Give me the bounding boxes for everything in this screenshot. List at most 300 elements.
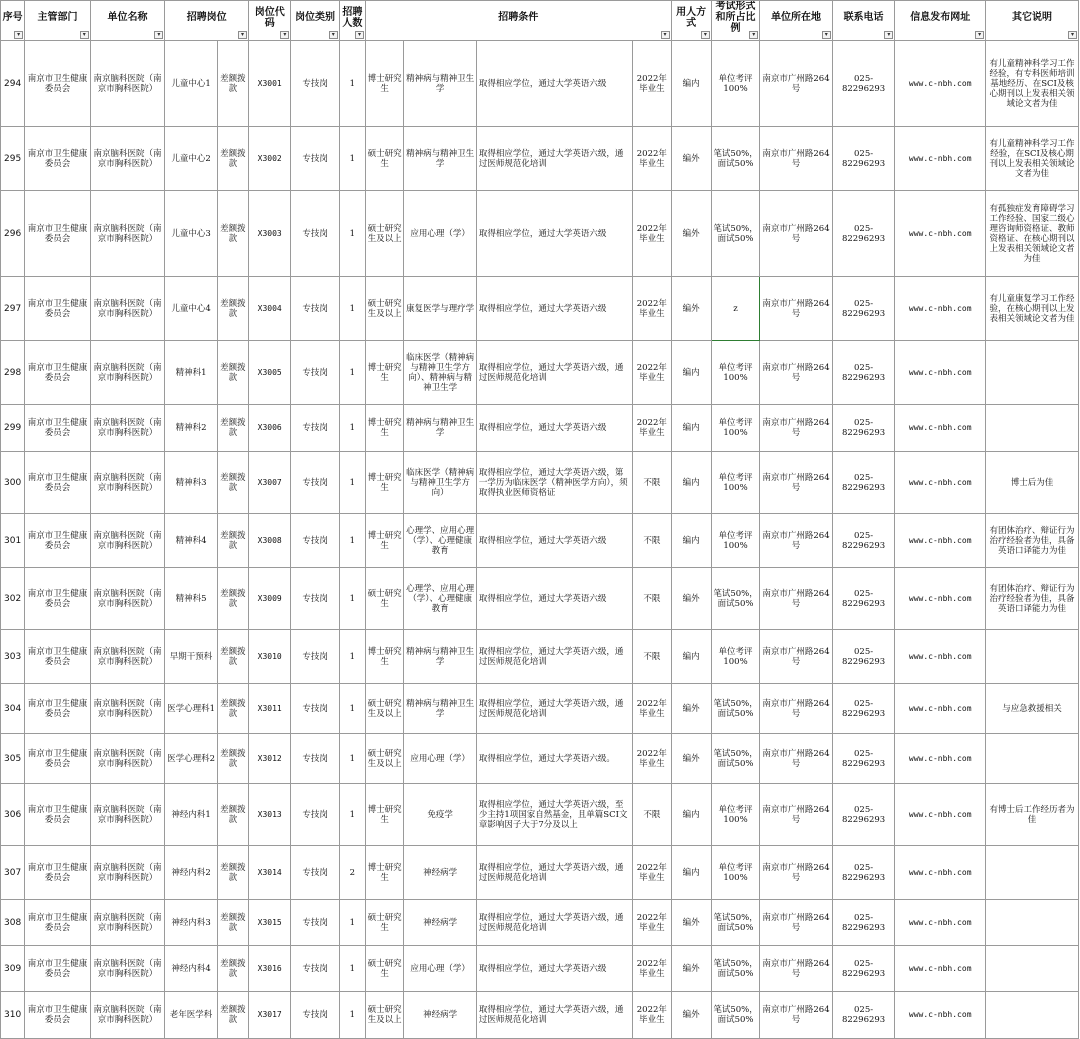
- cell-note[interactable]: [986, 405, 1079, 452]
- cell-phone[interactable]: 025-82296293: [832, 514, 895, 568]
- cell-post[interactable]: 医学心理科1: [165, 684, 217, 734]
- cell-major[interactable]: 精神病与精神卫生学: [404, 630, 477, 684]
- cell-req[interactable]: 取得相应学位，通过大学英语六级，通过医师规范化培训: [476, 684, 632, 734]
- cell-emp[interactable]: 编外: [671, 992, 711, 1039]
- cell-post[interactable]: 精神科2: [165, 405, 217, 452]
- cell-major[interactable]: 临床医学（精神病与精神卫生学方向）、精神病与精神卫生学: [404, 341, 477, 405]
- cell-grad[interactable]: 2022年毕业生: [633, 127, 671, 191]
- cell-emp[interactable]: 编内: [671, 784, 711, 846]
- cell-post[interactable]: 精神科1: [165, 341, 217, 405]
- cell-loc[interactable]: 南京市广州路264号: [760, 452, 833, 514]
- cell-grad[interactable]: 2022年毕业生: [633, 734, 671, 784]
- cell-type[interactable]: 专技岗: [291, 341, 339, 405]
- cell-exam[interactable]: 单位考评100%: [711, 514, 759, 568]
- cell-unit[interactable]: 南京脑科医院（南京市胸科医院）: [90, 405, 165, 452]
- cell-loc[interactable]: 南京市广州路264号: [760, 41, 833, 127]
- cell-unit[interactable]: 南京脑科医院（南京市胸科医院）: [90, 946, 165, 992]
- header-location[interactable]: 单位所在地 ▾: [760, 1, 833, 41]
- cell-code[interactable]: X3008: [249, 514, 291, 568]
- cell-post[interactable]: 精神科3: [165, 452, 217, 514]
- cell-loc[interactable]: 南京市广州路264号: [760, 191, 833, 277]
- cell-web[interactable]: www.c-nbh.com: [895, 784, 986, 846]
- cell-post[interactable]: 老年医学科: [165, 992, 217, 1039]
- cell-fund[interactable]: 差额拨款: [217, 684, 248, 734]
- cell-major[interactable]: 精神病与精神卫生学: [404, 684, 477, 734]
- cell-fund[interactable]: 差额拨款: [217, 992, 248, 1039]
- cell-code[interactable]: X3016: [249, 946, 291, 992]
- cell-req[interactable]: 取得相应学位，通过大学英语六级: [476, 191, 632, 277]
- header-phone[interactable]: 联系电话 ▾: [832, 1, 895, 41]
- cell-note[interactable]: [986, 992, 1079, 1039]
- cell-note[interactable]: 有团体治疗、辩证行为治疗经验者为佳，具备英语口译能力为佳: [986, 568, 1079, 630]
- cell-dept[interactable]: 南京市卫生健康委员会: [25, 568, 91, 630]
- cell-note[interactable]: [986, 734, 1079, 784]
- cell-edu[interactable]: 硕士研究生: [365, 900, 403, 946]
- cell-edu[interactable]: 博士研究生: [365, 41, 403, 127]
- cell-type[interactable]: 专技岗: [291, 191, 339, 277]
- cell-dept[interactable]: 南京市卫生健康委员会: [25, 734, 91, 784]
- cell-phone[interactable]: 025-82296293: [832, 191, 895, 277]
- cell-major[interactable]: 应用心理（学）: [404, 734, 477, 784]
- filter-dropdown-icon[interactable]: ▾: [975, 31, 984, 39]
- cell-dept[interactable]: 南京市卫生健康委员会: [25, 191, 91, 277]
- cell-fund[interactable]: 差额拨款: [217, 946, 248, 992]
- cell-dept[interactable]: 南京市卫生健康委员会: [25, 846, 91, 900]
- cell-seq[interactable]: 300: [1, 452, 25, 514]
- cell-num[interactable]: 1: [339, 946, 365, 992]
- cell-unit[interactable]: 南京脑科医院（南京市胸科医院）: [90, 846, 165, 900]
- cell-req[interactable]: 取得相应学位，通过大学英语六级，通过医师规范化培训: [476, 846, 632, 900]
- cell-unit[interactable]: 南京脑科医院（南京市胸科医院）: [90, 41, 165, 127]
- cell-note[interactable]: 有博士后工作经历者为佳: [986, 784, 1079, 846]
- cell-seq[interactable]: 298: [1, 341, 25, 405]
- cell-exam[interactable]: 笔试50%，面试50%: [711, 684, 759, 734]
- cell-loc[interactable]: 南京市广州路264号: [760, 341, 833, 405]
- cell-exam[interactable]: 笔试50%，面试50%: [711, 900, 759, 946]
- cell-num[interactable]: 1: [339, 514, 365, 568]
- header-code[interactable]: 岗位代码 ▾: [249, 1, 291, 41]
- cell-web[interactable]: www.c-nbh.com: [895, 41, 986, 127]
- cell-grad[interactable]: 2022年毕业生: [633, 405, 671, 452]
- header-notes[interactable]: 其它说明 ▾: [986, 1, 1079, 41]
- cell-dept[interactable]: 南京市卫生健康委员会: [25, 452, 91, 514]
- cell-type[interactable]: 专技岗: [291, 946, 339, 992]
- cell-dept[interactable]: 南京市卫生健康委员会: [25, 405, 91, 452]
- cell-code[interactable]: X3001: [249, 41, 291, 127]
- cell-edu[interactable]: 博士研究生: [365, 630, 403, 684]
- cell-num[interactable]: 1: [339, 900, 365, 946]
- cell-num[interactable]: 1: [339, 191, 365, 277]
- cell-web[interactable]: www.c-nbh.com: [895, 900, 986, 946]
- cell-num[interactable]: 1: [339, 127, 365, 191]
- cell-fund[interactable]: 差额拨款: [217, 452, 248, 514]
- cell-post[interactable]: 神经内科4: [165, 946, 217, 992]
- filter-dropdown-icon[interactable]: ▾: [661, 31, 670, 39]
- cell-code[interactable]: X3007: [249, 452, 291, 514]
- cell-post[interactable]: 医学心理科2: [165, 734, 217, 784]
- cell-dept[interactable]: 南京市卫生健康委员会: [25, 341, 91, 405]
- cell-emp[interactable]: 编外: [671, 127, 711, 191]
- cell-web[interactable]: www.c-nbh.com: [895, 277, 986, 341]
- cell-seq[interactable]: 295: [1, 127, 25, 191]
- cell-dept[interactable]: 南京市卫生健康委员会: [25, 41, 91, 127]
- cell-edu[interactable]: 博士研究生: [365, 341, 403, 405]
- cell-dept[interactable]: 南京市卫生健康委员会: [25, 127, 91, 191]
- filter-dropdown-icon[interactable]: ▾: [822, 31, 831, 39]
- cell-note[interactable]: 有儿童精神科学习工作经验，有专科医师培训基地经历、在SCI及核心期刊以上发表相关领域论文者为佳: [986, 41, 1079, 127]
- cell-edu[interactable]: 博士研究生: [365, 514, 403, 568]
- cell-type[interactable]: 专技岗: [291, 684, 339, 734]
- cell-web[interactable]: www.c-nbh.com: [895, 846, 986, 900]
- cell-emp[interactable]: 编内: [671, 514, 711, 568]
- cell-num[interactable]: 1: [339, 630, 365, 684]
- cell-req[interactable]: 取得相应学位，通过大学英语六级: [476, 277, 632, 341]
- cell-req[interactable]: 取得相应学位，通过大学英语六级，通过医师规范化培训: [476, 900, 632, 946]
- cell-req[interactable]: 取得相应学位，通过大学英语六级: [476, 946, 632, 992]
- cell-num[interactable]: 1: [339, 992, 365, 1039]
- cell-major[interactable]: 精神病与精神卫生学: [404, 41, 477, 127]
- cell-num[interactable]: 1: [339, 341, 365, 405]
- cell-code[interactable]: X3009: [249, 568, 291, 630]
- cell-phone[interactable]: 025-82296293: [832, 992, 895, 1039]
- cell-major[interactable]: 应用心理（学）: [404, 946, 477, 992]
- cell-emp[interactable]: 编内: [671, 630, 711, 684]
- cell-num[interactable]: 1: [339, 277, 365, 341]
- cell-type[interactable]: 专技岗: [291, 630, 339, 684]
- header-employment[interactable]: 用人方式 ▾: [671, 1, 711, 41]
- cell-emp[interactable]: 编外: [671, 277, 711, 341]
- cell-exam[interactable]: 单位考评100%: [711, 405, 759, 452]
- cell-fund[interactable]: 差额拨款: [217, 514, 248, 568]
- header-website[interactable]: 信息发布网址 ▾: [895, 1, 986, 41]
- cell-type[interactable]: 专技岗: [291, 568, 339, 630]
- header-unit[interactable]: 单位名称 ▾: [90, 1, 165, 41]
- cell-note[interactable]: 博士后为佳: [986, 452, 1079, 514]
- cell-req[interactable]: 取得相应学位，通过大学英语六级，第一学历为临床医学（精神医学方向），须取得执业医师资格证: [476, 452, 632, 514]
- cell-phone[interactable]: 025-82296293: [832, 946, 895, 992]
- filter-dropdown-icon[interactable]: ▾: [329, 31, 338, 39]
- cell-web[interactable]: www.c-nbh.com: [895, 341, 986, 405]
- cell-post[interactable]: 神经内科1: [165, 784, 217, 846]
- cell-post[interactable]: 早期干预科: [165, 630, 217, 684]
- cell-major[interactable]: 临床医学（精神病与精神卫生学方向）: [404, 452, 477, 514]
- cell-note[interactable]: 有儿童康复学习工作经验，在核心期刊以上发表相关领域论文者为佳: [986, 277, 1079, 341]
- cell-edu[interactable]: 硕士研究生及以上: [365, 734, 403, 784]
- cell-emp[interactable]: 编外: [671, 900, 711, 946]
- cell-exam[interactable]: 单位考评100%: [711, 630, 759, 684]
- cell-type[interactable]: 专技岗: [291, 992, 339, 1039]
- filter-dropdown-icon[interactable]: ▾: [80, 31, 89, 39]
- cell-note[interactable]: [986, 900, 1079, 946]
- header-post[interactable]: 招聘岗位 ▾: [165, 1, 249, 41]
- cell-unit[interactable]: 南京脑科医院（南京市胸科医院）: [90, 514, 165, 568]
- cell-grad[interactable]: 2022年毕业生: [633, 41, 671, 127]
- cell-web[interactable]: www.c-nbh.com: [895, 992, 986, 1039]
- cell-dept[interactable]: 南京市卫生健康委员会: [25, 992, 91, 1039]
- cell-emp[interactable]: 编内: [671, 846, 711, 900]
- cell-num[interactable]: 1: [339, 734, 365, 784]
- cell-edu[interactable]: 硕士研究生及以上: [365, 191, 403, 277]
- cell-emp[interactable]: 编外: [671, 191, 711, 277]
- cell-req[interactable]: 取得相应学位，通过大学英语六级。: [476, 734, 632, 784]
- cell-web[interactable]: www.c-nbh.com: [895, 191, 986, 277]
- cell-code[interactable]: X3010: [249, 630, 291, 684]
- cell-grad[interactable]: 2022年毕业生: [633, 684, 671, 734]
- cell-dept[interactable]: 南京市卫生健康委员会: [25, 277, 91, 341]
- cell-exam[interactable]: 笔试50%，面试50%: [711, 191, 759, 277]
- cell-note[interactable]: 有团体治疗、辩证行为治疗经验者为佳，具备英语口译能力为佳: [986, 514, 1079, 568]
- cell-exam[interactable]: 单位考评100%: [711, 341, 759, 405]
- cell-note[interactable]: 有孤独症发育障碍学习工作经验、国家二级心理咨询师资格证、教师资格证、在核心期刊以上发表相关领域论文者为佳: [986, 191, 1079, 277]
- cell-unit[interactable]: 南京脑科医院（南京市胸科医院）: [90, 452, 165, 514]
- cell-edu[interactable]: 博士研究生: [365, 452, 403, 514]
- cell-unit[interactable]: 南京脑科医院（南京市胸科医院）: [90, 734, 165, 784]
- cell-edu[interactable]: 硕士研究生及以上: [365, 992, 403, 1039]
- cell-note[interactable]: 与应急救援相关: [986, 684, 1079, 734]
- cell-grad[interactable]: 2022年毕业生: [633, 946, 671, 992]
- cell-req[interactable]: 取得相应学位，通过大学英语六级，通过医师规范化培训: [476, 992, 632, 1039]
- cell-dept[interactable]: 南京市卫生健康委员会: [25, 946, 91, 992]
- header-conditions[interactable]: 招聘条件 ▾: [365, 1, 671, 41]
- cell-edu[interactable]: 博士研究生: [365, 405, 403, 452]
- cell-post[interactable]: 精神科4: [165, 514, 217, 568]
- cell-code[interactable]: X3004: [249, 277, 291, 341]
- cell-grad[interactable]: 不限: [633, 784, 671, 846]
- cell-edu[interactable]: 博士研究生: [365, 784, 403, 846]
- cell-phone[interactable]: 025-82296293: [832, 452, 895, 514]
- cell-loc[interactable]: 南京市广州路264号: [760, 684, 833, 734]
- cell-code[interactable]: X3003: [249, 191, 291, 277]
- cell-fund[interactable]: 差额拨款: [217, 191, 248, 277]
- header-num[interactable]: 招聘人数 ▾: [339, 1, 365, 41]
- cell-phone[interactable]: 025-82296293: [832, 900, 895, 946]
- cell-code[interactable]: X3015: [249, 900, 291, 946]
- cell-exam[interactable]: 单位考评100%: [711, 41, 759, 127]
- cell-seq[interactable]: 299: [1, 405, 25, 452]
- cell-emp[interactable]: 编外: [671, 684, 711, 734]
- cell-fund[interactable]: 差额拨款: [217, 341, 248, 405]
- cell-exam[interactable]: 单位考评100%: [711, 784, 759, 846]
- cell-seq[interactable]: 294: [1, 41, 25, 127]
- cell-major[interactable]: 免疫学: [404, 784, 477, 846]
- cell-web[interactable]: www.c-nbh.com: [895, 405, 986, 452]
- cell-major[interactable]: 心理学、应用心理（学）、心理健康教育: [404, 568, 477, 630]
- cell-unit[interactable]: 南京脑科医院（南京市胸科医院）: [90, 341, 165, 405]
- filter-dropdown-icon[interactable]: ▾: [14, 31, 23, 39]
- cell-emp[interactable]: 编内: [671, 341, 711, 405]
- cell-web[interactable]: www.c-nbh.com: [895, 452, 986, 514]
- cell-type[interactable]: 专技岗: [291, 405, 339, 452]
- cell-type[interactable]: 专技岗: [291, 41, 339, 127]
- cell-web[interactable]: www.c-nbh.com: [895, 946, 986, 992]
- header-exam[interactable]: 考试形式和所占比例 ▾: [711, 1, 759, 41]
- cell-code[interactable]: X3017: [249, 992, 291, 1039]
- cell-loc[interactable]: 南京市广州路264号: [760, 846, 833, 900]
- cell-seq[interactable]: 305: [1, 734, 25, 784]
- cell-unit[interactable]: 南京脑科医院（南京市胸科医院）: [90, 191, 165, 277]
- cell-exam[interactable]: 笔试50%，面试50%: [711, 568, 759, 630]
- cell-unit[interactable]: 南京脑科医院（南京市胸科医院）: [90, 630, 165, 684]
- cell-seq[interactable]: 296: [1, 191, 25, 277]
- filter-dropdown-icon[interactable]: ▾: [1068, 31, 1077, 39]
- cell-code[interactable]: X3012: [249, 734, 291, 784]
- cell-req[interactable]: 取得相应学位，通过大学英语六级: [476, 41, 632, 127]
- cell-type[interactable]: 专技岗: [291, 127, 339, 191]
- filter-dropdown-icon[interactable]: ▾: [280, 31, 289, 39]
- cell-note[interactable]: [986, 341, 1079, 405]
- cell-num[interactable]: 1: [339, 568, 365, 630]
- cell-fund[interactable]: 差额拨款: [217, 846, 248, 900]
- cell-emp[interactable]: 编内: [671, 452, 711, 514]
- cell-unit[interactable]: 南京脑科医院（南京市胸科医院）: [90, 900, 165, 946]
- cell-type[interactable]: 专技岗: [291, 784, 339, 846]
- cell-dept[interactable]: 南京市卫生健康委员会: [25, 684, 91, 734]
- cell-exam[interactable]: 笔试50%，面试50%: [711, 127, 759, 191]
- cell-code[interactable]: X3013: [249, 784, 291, 846]
- cell-phone[interactable]: 025-82296293: [832, 734, 895, 784]
- cell-phone[interactable]: 025-82296293: [832, 277, 895, 341]
- cell-edu[interactable]: 硕士研究生及以上: [365, 277, 403, 341]
- cell-unit[interactable]: 南京脑科医院（南京市胸科医院）: [90, 277, 165, 341]
- cell-phone[interactable]: 025-82296293: [832, 630, 895, 684]
- cell-phone[interactable]: 025-82296293: [832, 568, 895, 630]
- cell-seq[interactable]: 307: [1, 846, 25, 900]
- cell-edu[interactable]: 硕士研究生及以上: [365, 684, 403, 734]
- cell-major[interactable]: 精神病与精神卫生学: [404, 127, 477, 191]
- cell-loc[interactable]: 南京市广州路264号: [760, 405, 833, 452]
- cell-grad[interactable]: 不限: [633, 514, 671, 568]
- cell-emp[interactable]: 编外: [671, 734, 711, 784]
- filter-dropdown-icon[interactable]: ▾: [701, 31, 710, 39]
- cell-exam[interactable]: 笔试50%，面试50%: [711, 734, 759, 784]
- cell-dept[interactable]: 南京市卫生健康委员会: [25, 784, 91, 846]
- cell-major[interactable]: 康复医学与理疗学: [404, 277, 477, 341]
- cell-code[interactable]: X3011: [249, 684, 291, 734]
- cell-exam[interactable]: z: [711, 277, 759, 341]
- cell-type[interactable]: 专技岗: [291, 900, 339, 946]
- cell-req[interactable]: 取得相应学位，通过大学英语六级，通过医师规范化培训: [476, 630, 632, 684]
- cell-post[interactable]: 精神科5: [165, 568, 217, 630]
- cell-grad[interactable]: 2022年毕业生: [633, 900, 671, 946]
- cell-req[interactable]: 取得相应学位，通过大学英语六级，通过医师规范化培训: [476, 127, 632, 191]
- cell-req[interactable]: 取得相应学位，通过大学英语六级: [476, 568, 632, 630]
- cell-phone[interactable]: 025-82296293: [832, 41, 895, 127]
- cell-code[interactable]: X3006: [249, 405, 291, 452]
- filter-dropdown-icon[interactable]: ▾: [355, 31, 364, 39]
- cell-grad[interactable]: 2022年毕业生: [633, 277, 671, 341]
- cell-note[interactable]: [986, 946, 1079, 992]
- cell-num[interactable]: 2: [339, 846, 365, 900]
- cell-web[interactable]: www.c-nbh.com: [895, 127, 986, 191]
- filter-dropdown-icon[interactable]: ▾: [154, 31, 163, 39]
- cell-fund[interactable]: 差额拨款: [217, 127, 248, 191]
- cell-seq[interactable]: 306: [1, 784, 25, 846]
- cell-unit[interactable]: 南京脑科医院（南京市胸科医院）: [90, 127, 165, 191]
- cell-note[interactable]: [986, 630, 1079, 684]
- cell-post[interactable]: 儿童中心4: [165, 277, 217, 341]
- filter-dropdown-icon[interactable]: ▾: [749, 31, 758, 39]
- cell-loc[interactable]: 南京市广州路264号: [760, 127, 833, 191]
- cell-loc[interactable]: 南京市广州路264号: [760, 900, 833, 946]
- cell-seq[interactable]: 302: [1, 568, 25, 630]
- cell-fund[interactable]: 差额拨款: [217, 630, 248, 684]
- cell-num[interactable]: 1: [339, 784, 365, 846]
- cell-note[interactable]: [986, 846, 1079, 900]
- cell-type[interactable]: 专技岗: [291, 452, 339, 514]
- cell-major[interactable]: 应用心理（学）: [404, 191, 477, 277]
- cell-grad[interactable]: 2022年毕业生: [633, 191, 671, 277]
- cell-seq[interactable]: 297: [1, 277, 25, 341]
- cell-type[interactable]: 专技岗: [291, 514, 339, 568]
- cell-phone[interactable]: 025-82296293: [832, 341, 895, 405]
- cell-emp[interactable]: 编内: [671, 405, 711, 452]
- cell-dept[interactable]: 南京市卫生健康委员会: [25, 630, 91, 684]
- cell-post[interactable]: 神经内科2: [165, 846, 217, 900]
- cell-num[interactable]: 1: [339, 405, 365, 452]
- cell-num[interactable]: 1: [339, 452, 365, 514]
- cell-num[interactable]: 1: [339, 41, 365, 127]
- cell-web[interactable]: www.c-nbh.com: [895, 684, 986, 734]
- cell-fund[interactable]: 差额拨款: [217, 41, 248, 127]
- cell-post[interactable]: 儿童中心2: [165, 127, 217, 191]
- cell-fund[interactable]: 差额拨款: [217, 568, 248, 630]
- header-seq[interactable]: 序号 ▾: [1, 1, 25, 41]
- cell-post[interactable]: 儿童中心1: [165, 41, 217, 127]
- cell-loc[interactable]: 南京市广州路264号: [760, 734, 833, 784]
- cell-unit[interactable]: 南京脑科医院（南京市胸科医院）: [90, 784, 165, 846]
- cell-num[interactable]: 1: [339, 684, 365, 734]
- cell-grad[interactable]: 不限: [633, 568, 671, 630]
- cell-fund[interactable]: 差额拨款: [217, 277, 248, 341]
- cell-fund[interactable]: 差额拨款: [217, 405, 248, 452]
- cell-major[interactable]: 心理学、应用心理（学）、心理健康教育: [404, 514, 477, 568]
- cell-loc[interactable]: 南京市广州路264号: [760, 277, 833, 341]
- cell-fund[interactable]: 差额拨款: [217, 784, 248, 846]
- cell-phone[interactable]: 025-82296293: [832, 846, 895, 900]
- cell-seq[interactable]: 310: [1, 992, 25, 1039]
- cell-phone[interactable]: 025-82296293: [832, 127, 895, 191]
- cell-web[interactable]: www.c-nbh.com: [895, 734, 986, 784]
- cell-dept[interactable]: 南京市卫生健康委员会: [25, 514, 91, 568]
- cell-grad[interactable]: 2022年毕业生: [633, 341, 671, 405]
- cell-grad[interactable]: 2022年毕业生: [633, 992, 671, 1039]
- cell-edu[interactable]: 硕士研究生: [365, 127, 403, 191]
- cell-code[interactable]: X3002: [249, 127, 291, 191]
- cell-type[interactable]: 专技岗: [291, 734, 339, 784]
- cell-exam[interactable]: 笔试50%，面试50%: [711, 992, 759, 1039]
- cell-note[interactable]: 有儿童精神科学习工作经验，在SCI及核心期刊以上发表相关领域论文者为佳: [986, 127, 1079, 191]
- cell-major[interactable]: 神经病学: [404, 900, 477, 946]
- cell-seq[interactable]: 301: [1, 514, 25, 568]
- cell-edu[interactable]: 博士研究生: [365, 846, 403, 900]
- cell-loc[interactable]: 南京市广州路264号: [760, 568, 833, 630]
- cell-phone[interactable]: 025-82296293: [832, 784, 895, 846]
- cell-seq[interactable]: 308: [1, 900, 25, 946]
- cell-fund[interactable]: 差额拨款: [217, 900, 248, 946]
- cell-fund[interactable]: 差额拨款: [217, 734, 248, 784]
- filter-dropdown-icon[interactable]: ▾: [884, 31, 893, 39]
- cell-loc[interactable]: 南京市广州路264号: [760, 992, 833, 1039]
- cell-req[interactable]: 取得相应学位，通过大学英语六级: [476, 514, 632, 568]
- cell-grad[interactable]: 不限: [633, 452, 671, 514]
- cell-grad[interactable]: 不限: [633, 630, 671, 684]
- cell-loc[interactable]: 南京市广州路264号: [760, 630, 833, 684]
- cell-post[interactable]: 儿童中心3: [165, 191, 217, 277]
- cell-grad[interactable]: 2022年毕业生: [633, 846, 671, 900]
- cell-exam[interactable]: 笔试50%，面试50%: [711, 946, 759, 992]
- cell-req[interactable]: 取得相应学位，通过大学英语六级，通过医师规范化培训: [476, 341, 632, 405]
- cell-emp[interactable]: 编外: [671, 946, 711, 992]
